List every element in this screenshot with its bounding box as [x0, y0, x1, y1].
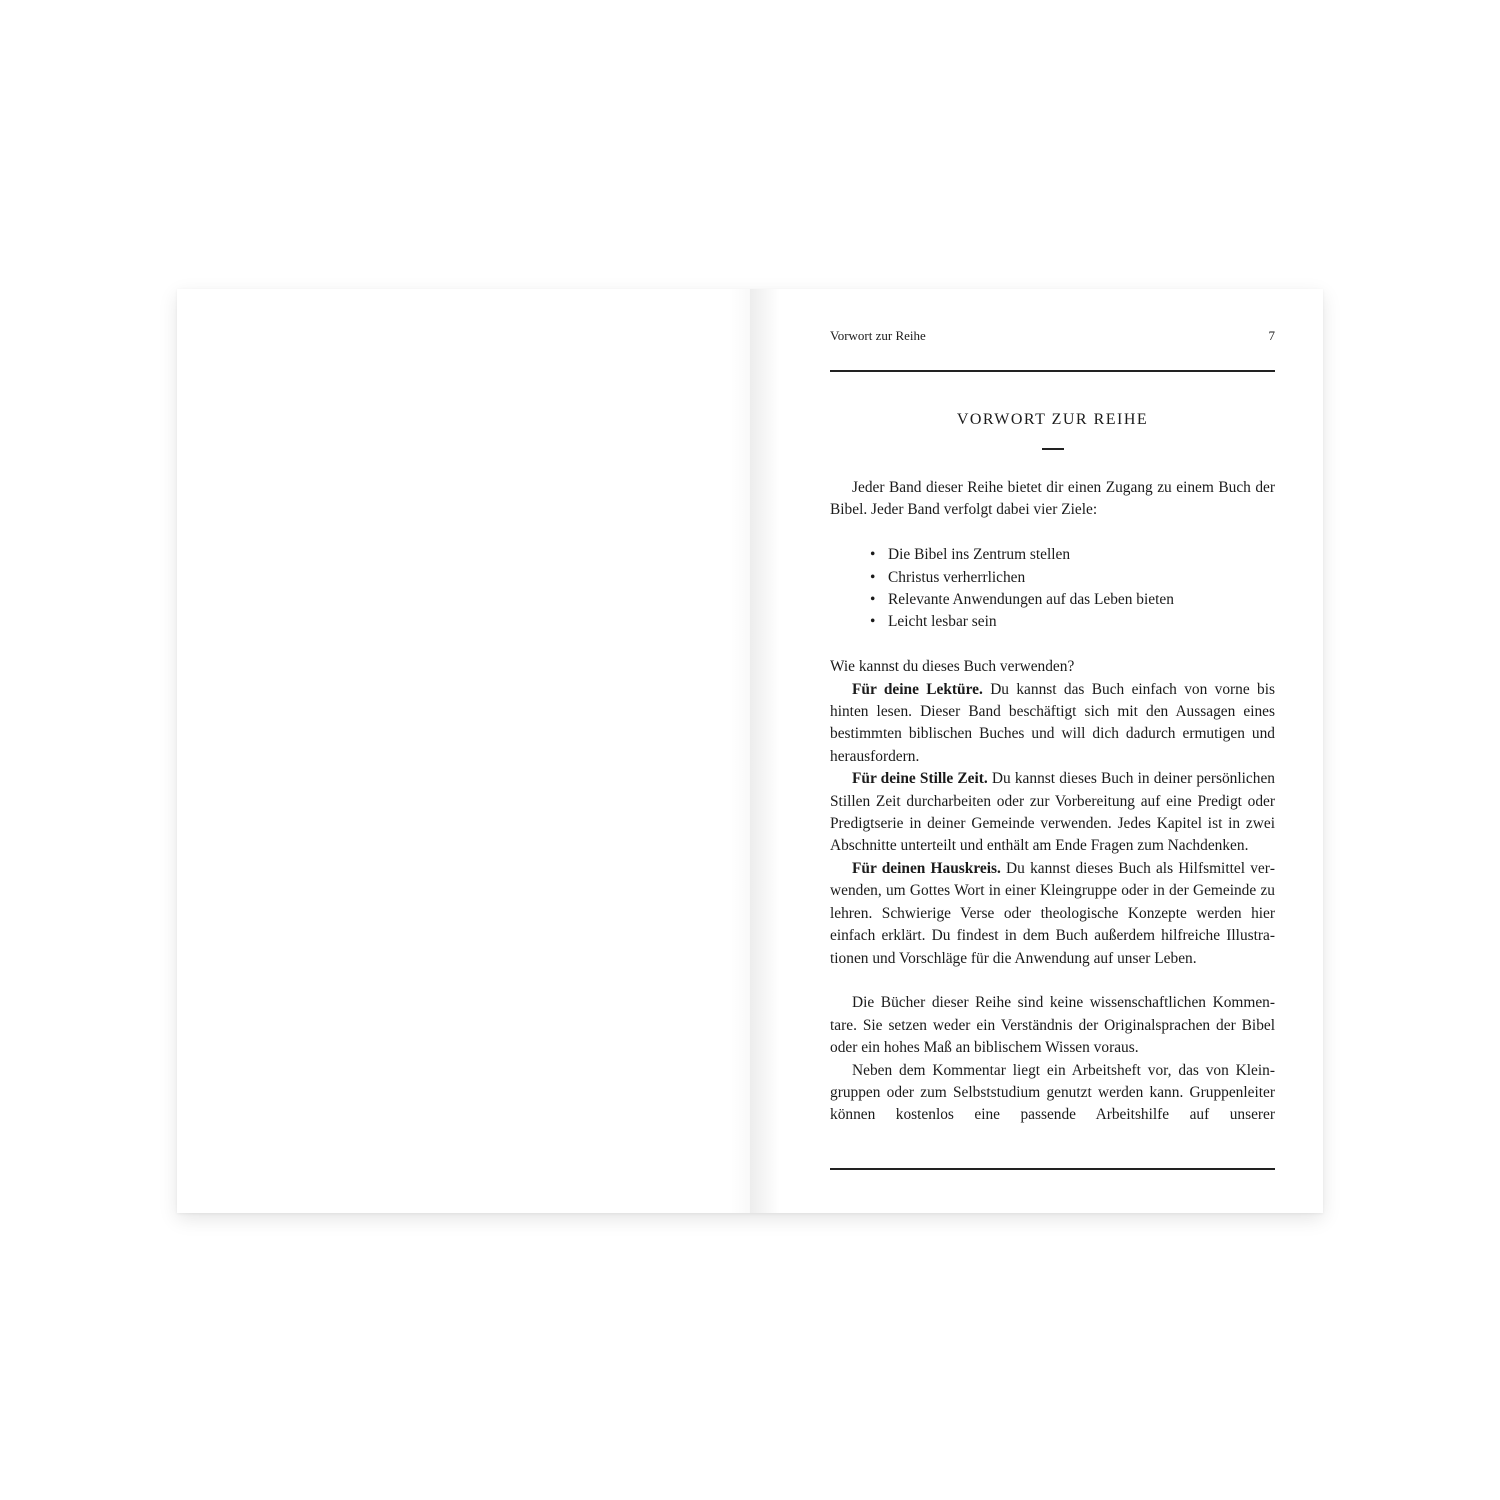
- right-page: [750, 289, 1323, 1213]
- usage-lead: Für deine Lektüre.: [852, 680, 983, 698]
- gutter-shadow-left: [730, 289, 750, 1213]
- body-text: [830, 477, 1275, 1127]
- spacer: [830, 634, 1275, 656]
- usage-text: Du kannst dieses Buch in deiner persönlichen Stillen Zeit durcharbeiten oder zur Vorbereitung auf eine Predigt oder Predigtserie in deiner Gemeinde verwenden. Jedes Kapitel ist in zwei Abschnitte unterteilt und enthält am Ende Fragen zum Nachdenken.: [830, 770, 1275, 855]
- title-dash: [1042, 448, 1064, 450]
- usage-lead: Für deine Stille Zeit.: [852, 770, 988, 788]
- usage-lead: Für deinen Hauskreis.: [852, 859, 1001, 877]
- closing-paragraph: Die Bücher dieser Reihe sind keine wissenschaftlichen Kommentare. Sie setzen weder ein Verständnis der Originalsprachen der Bibel oder ein hohes Maß an biblischem Wissen voraus.: [830, 994, 1275, 1057]
- closing-paragraph: Neben dem Kommentar liegt ein Arbeitsheft vor, das von Kleingruppen oder zum Selbststudium genutzt werden kann. Gruppenleiter können kostenlos eine passende Arbeitshilfe auf unserer: [830, 1061, 1275, 1124]
- usage-question: Wie kannst du dieses Buch verwenden?: [830, 658, 1075, 676]
- book-spread: [177, 289, 1323, 1213]
- left-page-blank: [177, 289, 750, 1213]
- goals-list: [830, 544, 1275, 634]
- intro-paragraph: Jeder Band dieser Reihe bietet dir einen Zugang zu einem Buch der Bibel. Jeder Band verfolgt dabei vier Ziele:: [830, 479, 1275, 519]
- top-rule: [830, 370, 1275, 372]
- goal-item: • Relevante Anwendungen auf das Leben bieten: [830, 589, 1275, 611]
- running-head-title: Vorwort zur Reihe: [830, 328, 926, 343]
- bottom-rule: [830, 1168, 1275, 1170]
- gutter-shadow-right: [750, 289, 780, 1213]
- goal-item: • Die Bibel ins Zentrum stellen: [830, 544, 1275, 566]
- usage-paragraph-lektuere: [830, 679, 1275, 769]
- usage-text: Du kannst das Buch einfach von vorne bis hinten lesen. Dieser Band beschäftigt sich mit den Aussagen eines bestimmten biblischen Buches und will dich dadurch ermutigen und herausfordern.: [830, 680, 1275, 765]
- usage-paragraph-hauskreis: [830, 858, 1275, 970]
- usage-paragraph-stille-zeit: [830, 768, 1275, 858]
- goal-item: • Christus verherrlichen: [830, 567, 1275, 589]
- spacer: [830, 970, 1275, 992]
- page-number: 7: [1268, 328, 1275, 343]
- goal-item: • Leicht lesbar sein: [830, 611, 1275, 633]
- spacer: [830, 522, 1275, 544]
- chapter-title: VORWORT ZUR REIHE: [956, 411, 1149, 428]
- usage-text: Du kannst dieses Buch als Hilfsmittel verwenden, um Gottes Wort in einer Kleingruppe oder in der Gemeinde zu lehren. Schwierige Verse oder theologische Konzepte werden hier einfach erklärt. Du findest in dem Buch außerdem hilfreiche Illustrationen und Vorschläge für die Anwendung auf unser Leben.: [830, 859, 1275, 967]
